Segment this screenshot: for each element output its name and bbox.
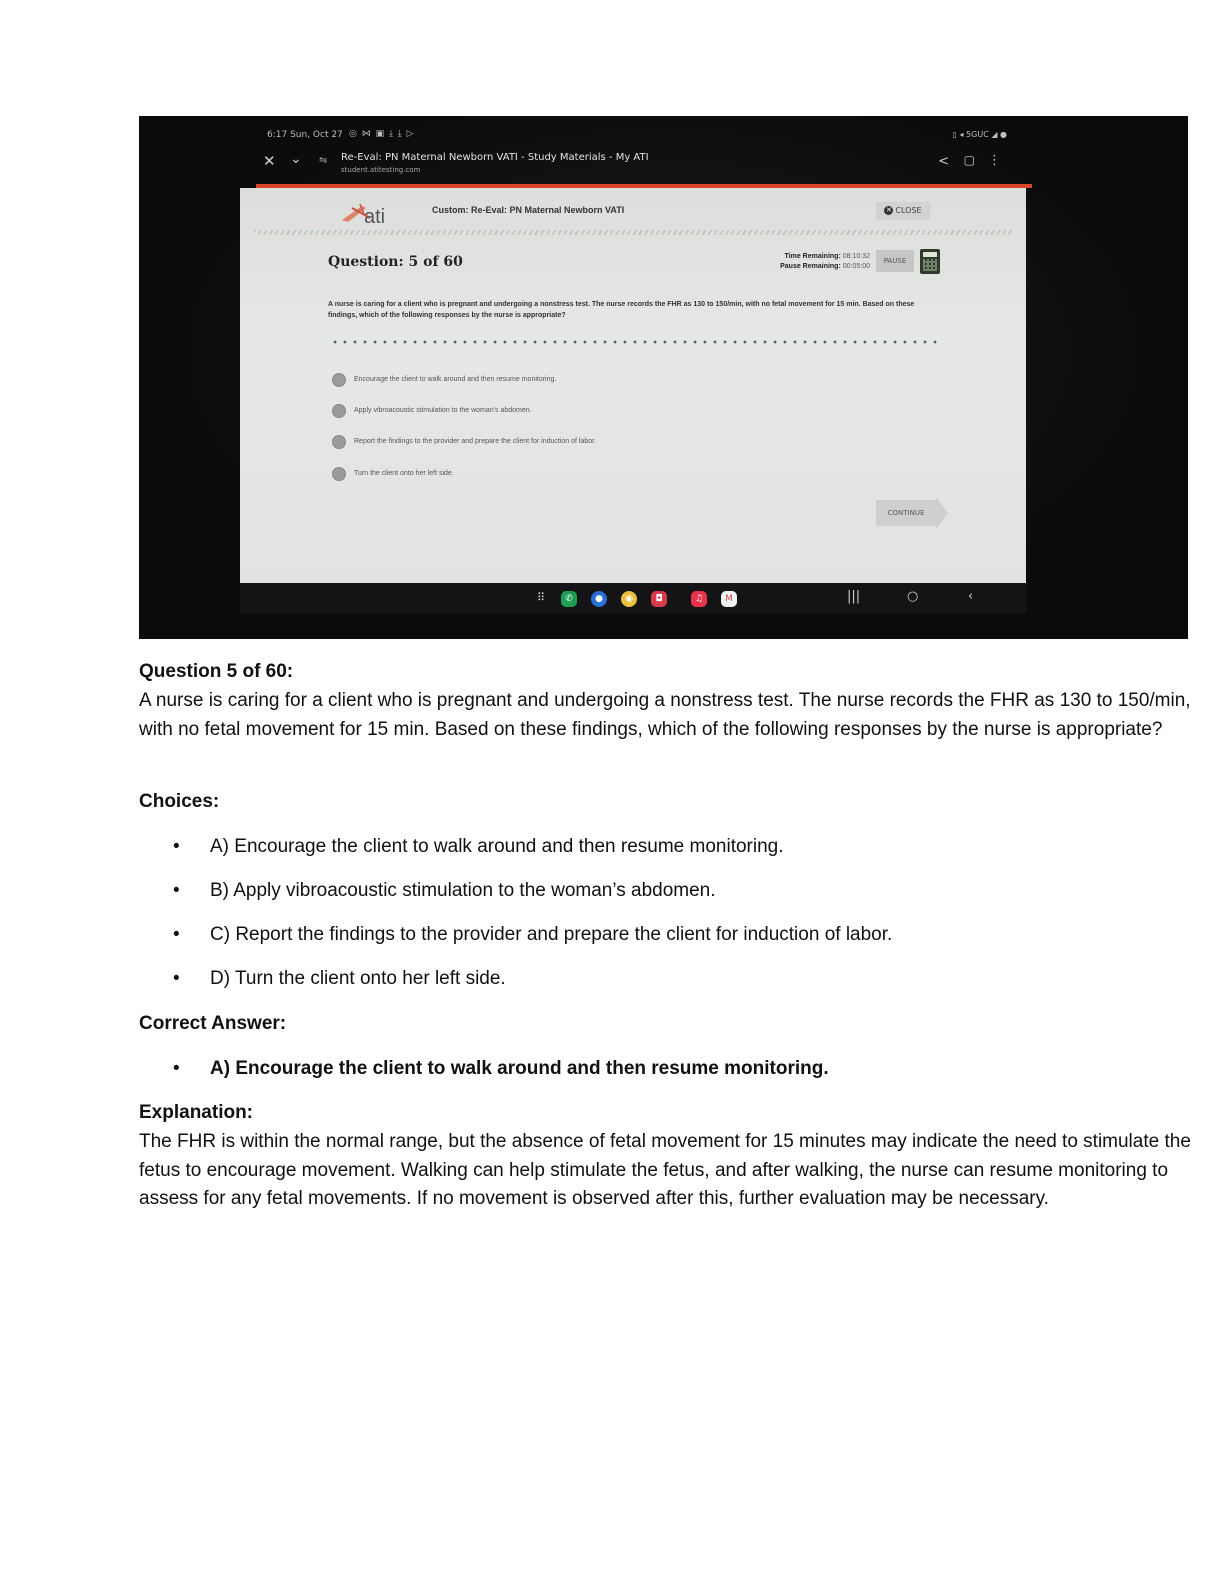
ati-test-screen	[240, 188, 1026, 583]
close-button[interactable]	[876, 202, 930, 220]
choice-text: D) Turn the client onto her left side.	[210, 968, 506, 989]
answer-option-label: Encourage the client to walk around and then resume monitoring.	[354, 376, 557, 383]
correct-answer-text: A) Encourage the client to walk around and then resume monitoring.	[210, 1058, 829, 1079]
hatched-divider	[254, 230, 1014, 235]
continue-button[interactable]: CONTINUE	[876, 500, 936, 526]
ati-logo-text: ati	[364, 206, 386, 228]
android-taskbar	[240, 583, 1026, 613]
gmail-app-icon[interactable]: M	[721, 591, 737, 607]
close-circle-icon: ✕	[885, 206, 892, 214]
time-remaining-value: 08:10:32	[842, 253, 870, 260]
radio-button[interactable]	[332, 467, 346, 481]
browser-tab-title: Re-Eval: PN Maternal Newborn VATI - Study Materials - My ATI	[341, 152, 649, 163]
choices-heading: Choices:	[139, 791, 220, 812]
back-icon[interactable]: ‹	[968, 589, 974, 604]
bullet: •	[173, 836, 180, 857]
android-status-bar	[267, 130, 1007, 146]
choice-text: B) Apply vibroacoustic stimulation to the woman’s abdomen.	[210, 880, 716, 901]
explanation-paragraph: The FHR is within the normal range, but the absence of fetal movement for 15 minutes may indicate the need to stimulate the fetus to encourage movement. Walking can help stimulate the fetus, and after walking, the nurse can resume monitoring to assess for any fetal movements. If no movement is observed after this, further evaluation may be necessary.	[139, 1131, 1191, 1209]
question-counter: Question: 5 of 60	[328, 254, 463, 270]
pause-button[interactable]: PAUSE	[876, 250, 914, 272]
tablet-photo	[139, 116, 1188, 639]
bullet: •	[173, 880, 180, 901]
bookmark-icon[interactable]: ▢	[963, 153, 975, 167]
browser-url[interactable]: student.atitesting.com	[341, 166, 421, 174]
radio-button[interactable]	[332, 373, 346, 387]
ati-logo	[338, 200, 398, 230]
question-text: A nurse is caring for a client who is pregnant and undergoing a nonstress test. The nurse records the FHR as 130 to 150/min, with no fetal movement for 15 min. Based on these findings, which of the following responses by the nurse is appropriate?	[328, 301, 915, 319]
close-button-label: CLOSE	[895, 206, 922, 215]
home-icon[interactable]: ○	[907, 589, 919, 604]
answer-option-label: Apply vibroacoustic stimulation to the woman's abdomen.	[354, 407, 532, 414]
share-icon[interactable]: <	[938, 154, 949, 169]
phone-app-icon[interactable]: ✆	[561, 591, 577, 607]
pause-remaining-value: 00:05:00	[842, 263, 870, 270]
correct-answer-heading: Correct Answer:	[139, 1013, 287, 1034]
messages-app-icon[interactable]: ●	[591, 591, 607, 607]
radio-button[interactable]	[332, 404, 346, 418]
music-app-icon[interactable]: ♫	[691, 591, 707, 607]
status-time: 6:17 Sun, Oct 27	[267, 130, 343, 140]
recent-apps-icon[interactable]: |||	[847, 589, 861, 604]
bullet: •	[173, 1058, 180, 1079]
radio-button[interactable]	[332, 435, 346, 449]
app-drawer-icon[interactable]: ⠿	[537, 591, 546, 604]
question-heading: Question 5 of 60:	[139, 661, 294, 682]
explanation-heading: Explanation:	[139, 1102, 254, 1123]
answer-option-label: Turn the client onto her left side.	[354, 470, 454, 477]
timer-panel	[740, 252, 870, 272]
calculator-icon[interactable]	[920, 249, 940, 274]
signal-battery-icons: ▯ ◂ 5GUC ◢ ●	[952, 130, 1007, 139]
choice-text: A) Encourage the client to walk around and then resume monitoring.	[210, 836, 784, 857]
bullet: •	[173, 924, 180, 945]
chrome-app-icon[interactable]: ◉	[621, 591, 637, 607]
camera-app-icon[interactable]: ◘	[651, 591, 667, 607]
more-options-icon[interactable]: ⋮	[988, 153, 1001, 168]
close-tab-icon[interactable]: ✕	[263, 152, 276, 170]
bullet: •	[173, 968, 180, 989]
pause-remaining-label: Pause Remaining:	[780, 263, 841, 270]
browser-toolbar	[257, 150, 1011, 182]
dotted-divider	[330, 340, 940, 344]
assessment-title: Custom: Re-Eval: PN Maternal Newborn VATI	[432, 205, 625, 215]
choice-text: C) Report the findings to the provider and prepare the client for induction of labor.	[210, 924, 893, 945]
question-paragraph: A nurse is caring for a client who is pregnant and undergoing a nonstress test. The nurse records the FHR as 130 to 150/min, with no fetal movement for 15 min. Based on these findings, which of the following responses by the nurse is appropriate?	[139, 690, 1191, 740]
site-settings-icon[interactable]: ⇋	[319, 155, 328, 166]
notification-icons: ◎ ⋈ ▣ ⤓ ⤓ ▷	[349, 129, 415, 139]
time-remaining-label: Time Remaining:	[784, 253, 841, 260]
answer-option-label: Report the findings to the provider and prepare the client for induction of labor.	[354, 438, 597, 445]
chevron-down-icon[interactable]: ⌄	[290, 151, 302, 167]
